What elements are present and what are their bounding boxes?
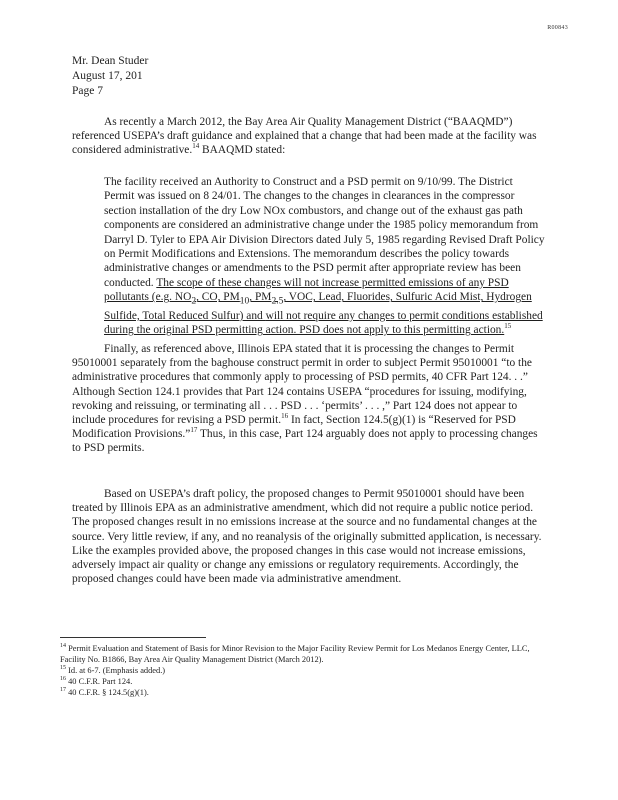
block-quote — [104, 175, 546, 338]
recipient-name: Mr. Dean Studer — [72, 55, 149, 67]
footnote: $^{16}$ 40 C.F.R. Part 124. — [60, 676, 133, 686]
footnote: $^{14}$ Permit Evaluation and Statement of Basis for Minor Revision to the Major Facility Review Permit for Los Medanos Energy Center, LLC, Facility No. B1866, Bay Area Air Quality Management District (March 2012). — [60, 643, 530, 664]
quote-underlined-text: The scope of these changes will not increase permitted emissions of any PSD pollutants (e.g. $NO_2$, CO, $PM_{10}$, $PM_{2.5}$, VOC, Lead, Fluorides, Sulfuric Acid Mist, Hydrogen Sulfide, Total Reduced Sulfur) and — [104, 276, 532, 322]
paragraph-text: Finally, as referenced above, Illinois EPA stated that it is processing the changes to Permit 95010001 separately from the baghouse construct permit in order to subject Permit 95010001 “to the administrative procedures that commonly apply to processing of PSD permits, 40 CFR Part 124. . .” Although Section 124.1 provides that Part 124 contains USEPA “procedures for issuing, modifying, revoking and reissuing, or terminating all . . . PSD . . . ‘permits’ . . . ,” Part 124 does not appear to include procedures for revising a PSD permit. — [72, 343, 532, 427]
paragraph-text: As recently a March 2012, the Bay Area Air Quality Management District (“BAAQMD”) referenced USEPA’s draft guidance and explained that a change that had been made at the facility was considered administrative. — [72, 116, 537, 157]
letter-address-block — [72, 54, 148, 99]
letter-date: August 17, 201 — [72, 70, 143, 82]
paragraph-text: Thus, in this case, Part 124 arguably does not apply to processing changes to PSD permits. — [72, 428, 538, 455]
footnotes — [60, 643, 550, 698]
paragraph-text: BAAQMD stated: — [199, 144, 286, 157]
footnote-ref: 16 — [281, 412, 289, 421]
bates-stamp: R00843 — [547, 25, 568, 31]
quote-underlined-text: will not require any changes to permit conditions established during the original PSD permitting action. PSD does not apply to this permitting action. — [104, 309, 543, 337]
paragraph-conclusion: Based on USEPA’s draft policy, the proposed changes to Permit 95010001 should have been treated by Illinois EPA as an administrative amendment, which did not require a public notice period. The proposed changes result in no emissions increase at the source and no fundamental changes at the source. Very little review, if any, and no reanalysis of the originally submitted application, is necessary. Like the examples provided above, the proposed changes in this case would not increase emissions, adversely impact air quality or change any emissions or regulatory requirements. Accordingly, the proposed changes could have been made via administrative amendment. — [72, 488, 542, 586]
paragraph-baaqmd — [72, 115, 548, 158]
footnote-divider — [60, 637, 206, 638]
footnote-ref: 15 — [504, 322, 512, 331]
quote-text: The facility received an Authority to Construct and a PSD permit on 9/10/99. The District Permit was issued on 8 24/01. The changes to the changes in clearances in the compressor section installation of the dry Low NOx combustors, and change out of the exhaust gas path components are considered an administrative change under the 1985 policy memorandum from Darryl D. Tyler to EPA Air Division Directors dated July 5, 1985 regarding Revised Draft Policy on Permit Modifications and Extensions. The memorandum describes the policy towards administrative changes or amendments to the PSD permit after appropriate review has been conducted. — [104, 176, 545, 289]
paragraph-illinois-epa — [72, 342, 548, 456]
footnote-ref: 14 — [192, 142, 200, 151]
footnote-ref: 17 — [190, 426, 198, 435]
paragraph-text: In fact, Section 124.5(g)(1) is “Reserved for PSD Modification Provisions.” — [72, 414, 516, 441]
footnote: $^{15}$ Id. at 6-7. (Emphasis added.) — [60, 665, 166, 675]
footnote: $^{17}$ 40 C.F.R. § 124.5(g)(1). — [60, 687, 149, 697]
page-number: Page 7 — [72, 85, 103, 97]
